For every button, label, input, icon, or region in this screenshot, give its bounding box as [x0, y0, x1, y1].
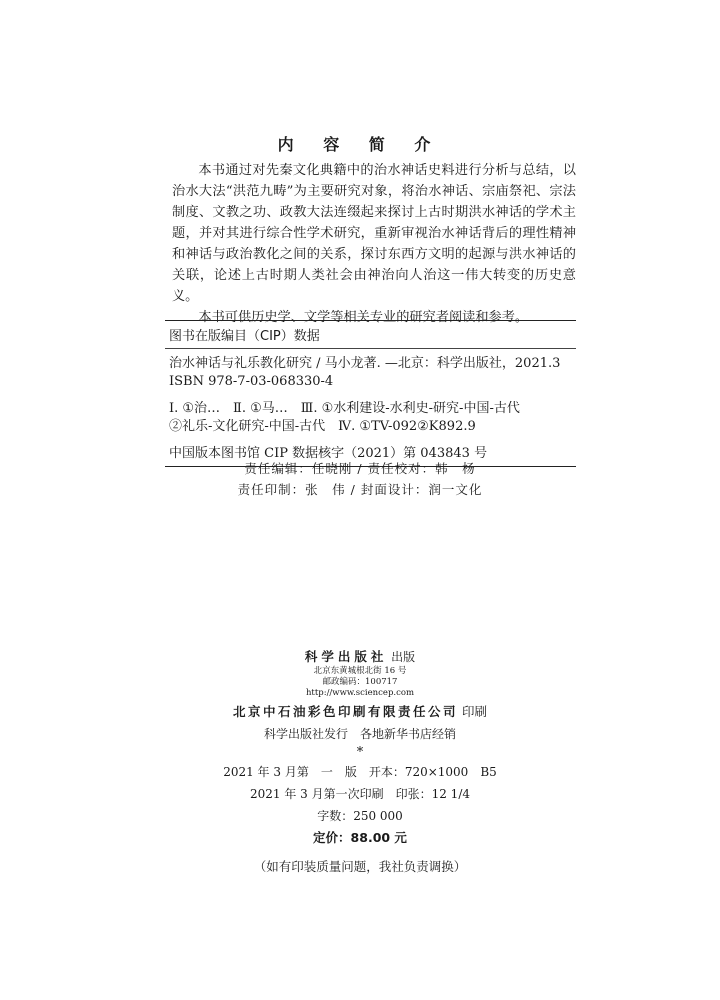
publisher-name: 科学出版社 — [304, 649, 388, 664]
publisher-website: http://www.sciencep.com — [305, 688, 415, 698]
cip-line-subjects-cont: ②礼乐-文化研究-中国-古代 Ⅳ. ①TV-092②K892.9 — [169, 419, 476, 434]
publisher-postcode: 邮政编码：100717 — [322, 677, 398, 687]
publisher-address: 北京东黄城根北街 16 号 — [313, 666, 407, 676]
editorial-credits — [0, 458, 720, 500]
word-count: 字数：250 000 — [317, 809, 403, 823]
publisher-suffix: 出版 — [391, 650, 416, 664]
intro-title: 内 容 简 介 — [277, 135, 443, 154]
cip-data-box — [165, 320, 576, 467]
printer-suffix: 印刷 — [461, 704, 487, 719]
intro-paragraph-1: 本书通过对先秦文化典籍中的治水神话史料进行分析与总结，以治水大法“洪范九畴”为主要研究对象，将治水神话、宗庙祭祀、宗法制度、文教之功、政教大法连缀起来探讨上古时期洪水神话的学术主题，并对其进行综合性学术研究，重新审视治水神话背后的理性精神和神话与政治教化之间的关系，探讨东西方文明的起源与洪水神话的关联，论述上古时期人类社会由神治向人治这一伟大转变的历史意义。 — [172, 163, 576, 304]
credits-row-editors: 责任编辑：任晓刚 / 责任校对：韩 杨 — [244, 461, 476, 476]
cip-line-isbn: ISBN 978-7-03-068330-4 — [169, 374, 334, 389]
cip-block-classification — [165, 391, 576, 436]
cip-block-bibliographic — [165, 349, 576, 391]
colophon — [0, 648, 720, 877]
distribution-line: 科学出版社发行 各地新华书店经销 — [263, 727, 456, 741]
printer-name: 北京中石油彩色印刷有限责任公司 — [232, 704, 458, 719]
printing-line: 2021 年 3 月第一次印刷 印张：12 1/4 — [249, 787, 470, 801]
cip-line-title: 治水神话与礼乐教化研究 / 马小龙著. —北京：科学出版社，2021.3 — [169, 356, 561, 371]
publisher-line — [0, 648, 720, 666]
cip-line-number: 中国版本图书馆 CIP 数据核字（2021）第 043843 号 — [169, 446, 488, 461]
edition-line: 2021 年 3 月第 一 版 开本：720×1000 B5 — [223, 765, 497, 779]
cip-line-subjects: Ⅰ. ①治… Ⅱ. ①马… Ⅲ. ①水利建设-水利史-研究-中国-古代 — [169, 401, 520, 416]
credits-row-production: 责任印制：张 伟 / 封面设计：润一文化 — [237, 482, 483, 497]
cip-title: 图书在版编目（CIP）数据 — [165, 321, 576, 349]
separator-star: * — [356, 745, 364, 760]
intro-paragraph-2: 本书可供历史学、文学等相关专业的研究者阅读和参考。 — [198, 310, 529, 325]
quality-notice: （如有印装质量问题，我社负责调换） — [253, 859, 467, 874]
printer-line — [0, 701, 720, 723]
intro-body — [172, 160, 576, 328]
price: 定价：88.00 元 — [313, 830, 407, 845]
